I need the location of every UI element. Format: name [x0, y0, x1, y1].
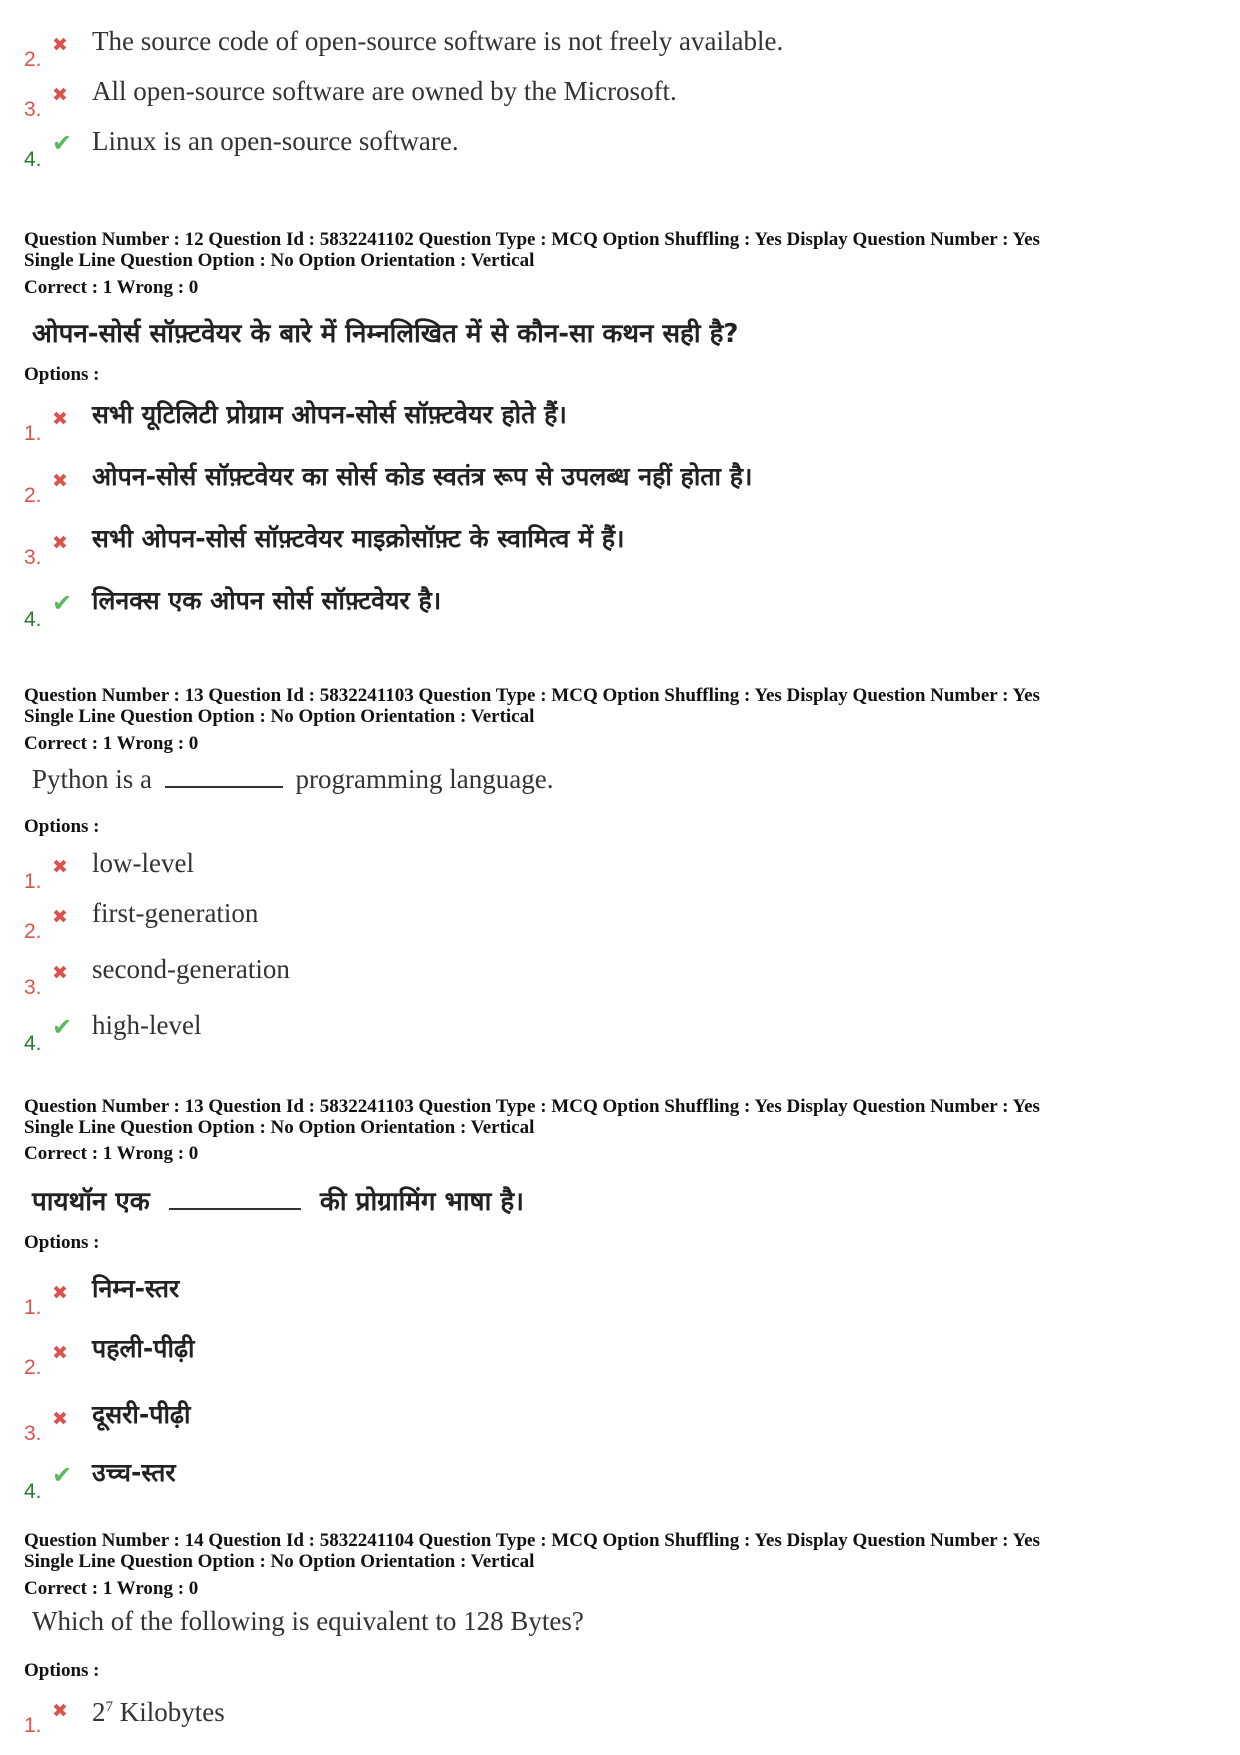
options-label: Options :	[24, 1660, 100, 1681]
option-text: उच्च-स्तर	[92, 1458, 176, 1487]
option-row	[24, 398, 1204, 448]
option-number: 3.	[24, 546, 42, 569]
question-text: ओपन-सोर्स सॉफ़्टवेयर के बारे में निम्नलिखित में से कौन-सा कथन सही है?	[32, 319, 739, 349]
question-text	[32, 1182, 524, 1218]
question-meta-line: Single Line Question Option : No Option Orientation : Vertical	[24, 706, 535, 727]
question-score: Correct : 1 Wrong : 0	[24, 1143, 199, 1164]
option-number: 4.	[24, 1032, 42, 1055]
question-text-end: की प्रोग्रामिंग भाषा है।	[319, 1187, 525, 1217]
option-text: first-generation	[92, 898, 259, 928]
option-number: 2.	[24, 1356, 42, 1379]
option-row	[24, 1332, 1204, 1382]
question-text: Which of the following is equivalent to 128 Bytes?	[32, 1606, 584, 1636]
option-text: ओपन-सोर्स सॉफ़्टवेयर का सोर्स कोड स्वतंत्र रूप से उपलब्ध नहीं होता है।	[92, 462, 753, 491]
option-text: low-level	[92, 848, 194, 878]
option-number: 2.	[24, 48, 42, 71]
option-text: The source code of open-source software is not freely available.	[92, 26, 784, 56]
cross-icon: ✖	[52, 1282, 68, 1304]
option-row	[24, 522, 1204, 572]
question-meta-line: Single Line Question Option : No Option Orientation : Vertical	[24, 1551, 535, 1572]
option-number: 1.	[24, 1296, 42, 1319]
question-score: Correct : 1 Wrong : 0	[24, 733, 199, 754]
answer-blank	[165, 762, 283, 788]
checkmark-icon: ✔	[52, 1461, 73, 1489]
option-number: 3.	[24, 976, 42, 999]
option-text: लिनक्स एक ओपन सोर्स सॉफ़्टवेयर है।	[92, 586, 442, 615]
unit-text: Kilobytes	[113, 1697, 225, 1727]
option-row-correct	[24, 1008, 1204, 1058]
option-number: 1.	[24, 422, 42, 445]
option-row-correct	[24, 124, 1204, 174]
question-meta-line: Single Line Question Option : No Option Orientation : Vertical	[24, 1117, 535, 1138]
question-meta-line: Question Number : 13 Question Id : 5832241103 Question Type : MCQ Option Shuffling : Yes Display Question Number : Yes	[24, 1096, 1040, 1117]
option-text: पहली-पीढ़ी	[92, 1334, 195, 1363]
cross-icon: ✖	[52, 1700, 68, 1722]
cross-icon: ✖	[52, 532, 68, 554]
cross-icon: ✖	[52, 906, 68, 928]
option-text: second-generation	[92, 954, 290, 984]
option-number: 2.	[24, 920, 42, 943]
option-text: सभी यूटिलिटी प्रोग्राम ओपन-सोर्स सॉफ़्टवेयर होते हैं।	[92, 400, 567, 429]
option-text: high-level	[92, 1010, 202, 1040]
option-row	[24, 1272, 1204, 1322]
cross-icon: ✖	[52, 1342, 68, 1364]
option-text: सभी ओपन-सोर्स सॉफ़्टवेयर माइक्रोसॉफ़्ट के स्वामित्व में हैं।	[92, 524, 625, 553]
option-row	[24, 896, 1204, 946]
option-row	[24, 1398, 1204, 1448]
power-exponent: 7	[105, 1699, 113, 1715]
option-row	[24, 846, 1204, 896]
question-text-start: Python is a	[32, 764, 153, 794]
answer-blank	[169, 1184, 301, 1210]
question-text	[32, 762, 553, 795]
question-text-end: programming language.	[295, 764, 554, 794]
option-number: 1.	[24, 1714, 42, 1737]
checkmark-icon: ✔	[52, 1013, 73, 1041]
option-text	[92, 1690, 225, 1729]
option-row-correct	[24, 1456, 1204, 1506]
cross-icon: ✖	[52, 34, 68, 56]
option-number: 2.	[24, 484, 42, 507]
option-number: 3.	[24, 1422, 42, 1445]
option-text: All open-source software are owned by the Microsoft.	[92, 76, 677, 106]
cross-icon: ✖	[52, 1408, 68, 1430]
question-text-start: पायथॉन एक	[32, 1187, 150, 1217]
cross-icon: ✖	[52, 962, 68, 984]
option-row	[24, 74, 1204, 124]
question-score: Correct : 1 Wrong : 0	[24, 277, 199, 298]
option-text: Linux is an open-source software.	[92, 126, 459, 156]
options-label: Options :	[24, 1232, 100, 1253]
options-label: Options :	[24, 816, 100, 837]
option-number: 1.	[24, 870, 42, 893]
option-row	[24, 952, 1204, 1002]
option-number: 4.	[24, 608, 42, 631]
question-score: Correct : 1 Wrong : 0	[24, 1578, 199, 1599]
option-text: निम्न-स्तर	[92, 1274, 180, 1303]
cross-icon: ✖	[52, 408, 68, 430]
question-meta-line: Question Number : 12 Question Id : 5832241102 Question Type : MCQ Option Shuffling : Yes Display Question Number : Yes	[24, 229, 1040, 250]
question-meta-line: Single Line Question Option : No Option Orientation : Vertical	[24, 250, 535, 271]
options-label: Options :	[24, 364, 100, 385]
option-number: 3.	[24, 98, 42, 121]
option-row	[24, 460, 1204, 510]
option-number: 4.	[24, 1480, 42, 1503]
cross-icon: ✖	[52, 856, 68, 878]
option-row	[24, 24, 1204, 74]
checkmark-icon: ✔	[52, 589, 73, 617]
cross-icon: ✖	[52, 470, 68, 492]
cross-icon: ✖	[52, 84, 68, 106]
option-row-correct	[24, 584, 1204, 634]
option-text: दूसरी-पीढ़ी	[92, 1400, 191, 1429]
question-meta-line: Question Number : 13 Question Id : 5832241103 Question Type : MCQ Option Shuffling : Yes Display Question Number : Yes	[24, 685, 1040, 706]
option-row	[24, 1690, 1204, 1740]
option-number: 4.	[24, 148, 42, 171]
checkmark-icon: ✔	[52, 129, 73, 157]
question-meta-line: Question Number : 14 Question Id : 5832241104 Question Type : MCQ Option Shuffling : Yes Display Question Number : Yes	[24, 1530, 1040, 1551]
power-base: 2	[92, 1697, 106, 1727]
